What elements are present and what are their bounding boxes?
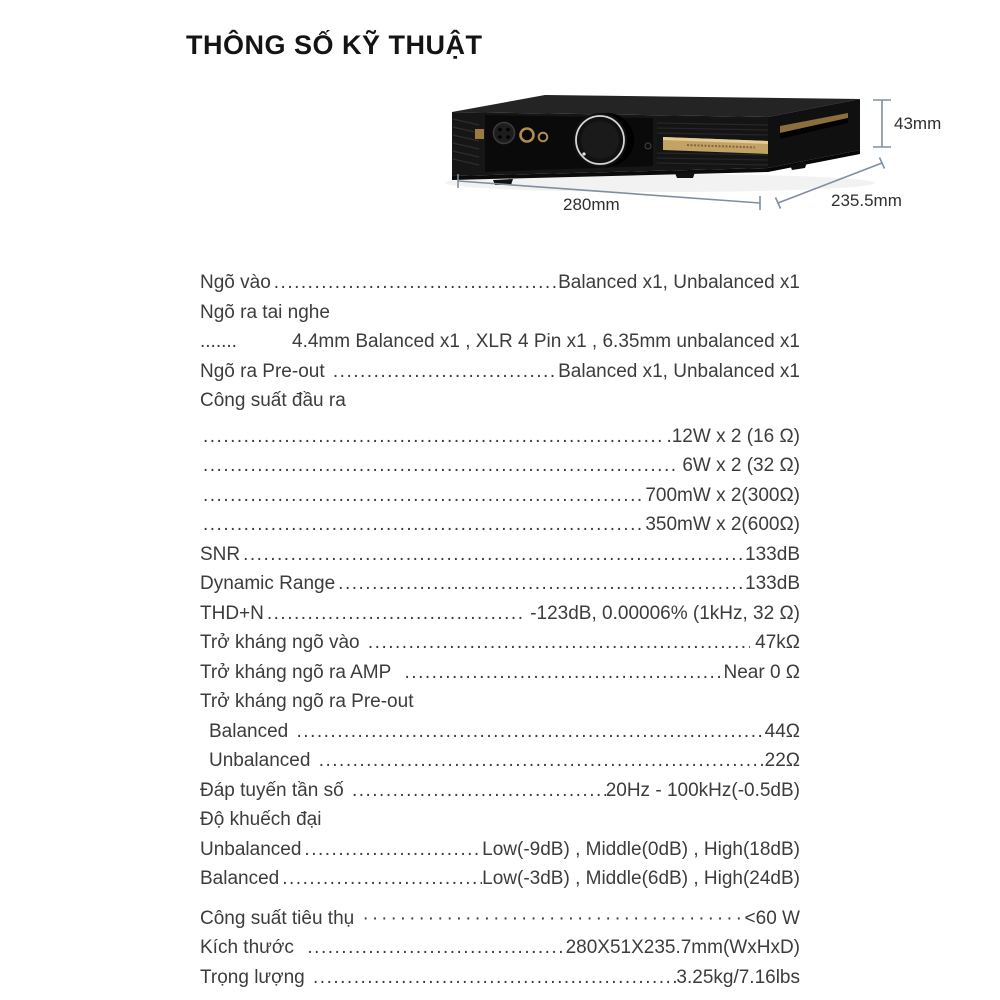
spec-label: Ngõ ra Pre-out	[200, 360, 330, 382]
spec-label: Unbalanced	[209, 750, 316, 771]
jack-6-35mm-icon	[521, 129, 534, 142]
dot-leader	[240, 540, 745, 570]
spec-label: Đáp tuyến tần số	[200, 779, 349, 801]
dot-leader	[264, 599, 525, 629]
spec-row	[200, 746, 800, 776]
spec-value: <60 W	[744, 907, 800, 929]
spec-label: SNR	[200, 543, 241, 565]
dot-leader	[200, 481, 645, 511]
spec-value: 20Hz - 100kHz(-0.5dB)	[605, 779, 800, 801]
spec-value: 133dB	[745, 543, 800, 565]
spec-value: 6W x 2 (32 Ω)	[677, 455, 800, 476]
spec-value: Low(-9dB) , Middle(0dB) , High(18dB)	[482, 838, 800, 860]
spec-label: Trở kháng ngõ ra Pre-out	[200, 691, 414, 712]
spec-label: Dynamic Range	[200, 573, 336, 594]
spec-row	[200, 776, 800, 806]
dot-leader	[310, 963, 676, 993]
spec-label: Trọng lượng	[200, 966, 311, 988]
spec-row	[200, 835, 800, 865]
spec-row	[200, 386, 800, 416]
spec-label: Kích thước	[200, 937, 305, 958]
dot-leader	[365, 628, 750, 658]
spec-value: -123dB, 0.00006% (1kHz, 32 Ω)	[524, 602, 800, 624]
spec-row	[200, 510, 800, 540]
spec-value: 47kΩ	[749, 632, 800, 653]
spec-label: Unbalanced	[200, 838, 302, 860]
spec-row	[200, 268, 800, 298]
spec-row	[200, 805, 800, 835]
dot-leader	[301, 835, 482, 865]
spec-value: 350mW x 2(600Ω)	[645, 514, 800, 535]
dimension-height-label: 43mm	[894, 114, 942, 133]
spec-value: Balanced x1, Unbalanced x1	[558, 360, 800, 382]
spec-label: Công suất đầu ra	[200, 390, 346, 411]
dot-leader	[294, 717, 765, 747]
dot-leader	[316, 746, 765, 776]
spec-label: .......	[200, 331, 237, 352]
spec-label: Ngõ vào	[200, 272, 271, 293]
spec-row	[200, 864, 800, 894]
spec-value: 280X51X235.7mm(WxHxD)	[565, 937, 800, 958]
product-figure	[435, 85, 955, 240]
dot-leader	[200, 451, 677, 481]
spec-row	[200, 963, 800, 993]
spec-value: 22Ω	[764, 750, 800, 771]
dot-leader	[271, 268, 558, 298]
spec-value: 3.25kg/7.16lbs	[676, 966, 800, 988]
spec-value: Near 0 Ω	[723, 661, 800, 683]
dimension-depth-label: 235.5mm	[831, 191, 902, 210]
spec-row	[200, 540, 800, 570]
brand-badge	[475, 129, 484, 139]
spec-value: 700mW x 2(300Ω)	[645, 484, 800, 506]
dot-leader	[279, 864, 482, 894]
dot-leader	[200, 422, 661, 452]
spec-label: Trở kháng ngõ vào	[200, 632, 365, 653]
spec-row	[200, 451, 800, 481]
spec-row	[200, 658, 800, 688]
dot-leader	[200, 510, 645, 540]
spec-value: 4.4mm Balanced x1 , XLR 4 Pin x1 , 6.35mm unbalanced x1	[292, 331, 800, 352]
dot-leader	[304, 933, 565, 963]
page-title: THÔNG SỐ KỸ THUẬT	[186, 30, 483, 60]
dot-leader	[360, 904, 745, 934]
spec-row	[200, 298, 800, 328]
spec-label: Công suất tiêu thụ	[200, 907, 360, 929]
spec-label: Độ khuếch đại	[200, 809, 322, 830]
dot-leader	[335, 569, 745, 599]
spec-row	[200, 628, 800, 658]
spec-row	[200, 933, 800, 963]
spec-label: Ngõ ra tai nghe	[200, 301, 330, 323]
spec-row	[200, 904, 800, 934]
dot-leader	[330, 357, 558, 387]
spec-label: Balanced	[200, 868, 280, 889]
spec-row	[200, 481, 800, 511]
spec-label: Balanced	[209, 720, 294, 742]
spec-value: .12W x 2 (16 Ω)	[661, 425, 800, 447]
dot-leader	[349, 776, 606, 806]
spec-row	[200, 357, 800, 387]
amplifier-illustration	[435, 85, 955, 240]
spec-row	[200, 569, 800, 599]
spec-row	[200, 327, 800, 357]
spec-row	[200, 599, 800, 629]
spec-value: Balanced x1, Unbalanced x1	[558, 272, 800, 293]
xlr-connector-icon	[494, 123, 515, 144]
spec-list	[200, 268, 800, 992]
spec-row	[200, 687, 800, 717]
jack-4-4mm-icon	[539, 133, 548, 142]
spec-row	[200, 422, 800, 452]
spec-row	[200, 717, 800, 747]
dot-leader	[402, 658, 724, 688]
spec-label: Trở kháng ngõ ra AMP	[200, 661, 402, 683]
spec-value: 133dB	[745, 573, 800, 594]
volume-knob-icon	[573, 113, 634, 167]
dimension-width-label: 280mm	[563, 195, 620, 214]
power-button-icon	[645, 143, 651, 149]
spec-label: THD+N	[200, 602, 264, 624]
spec-value: Low(-3dB) , Middle(6dB) , High(24dB)	[482, 868, 800, 889]
spec-value: 44Ω	[764, 720, 800, 742]
